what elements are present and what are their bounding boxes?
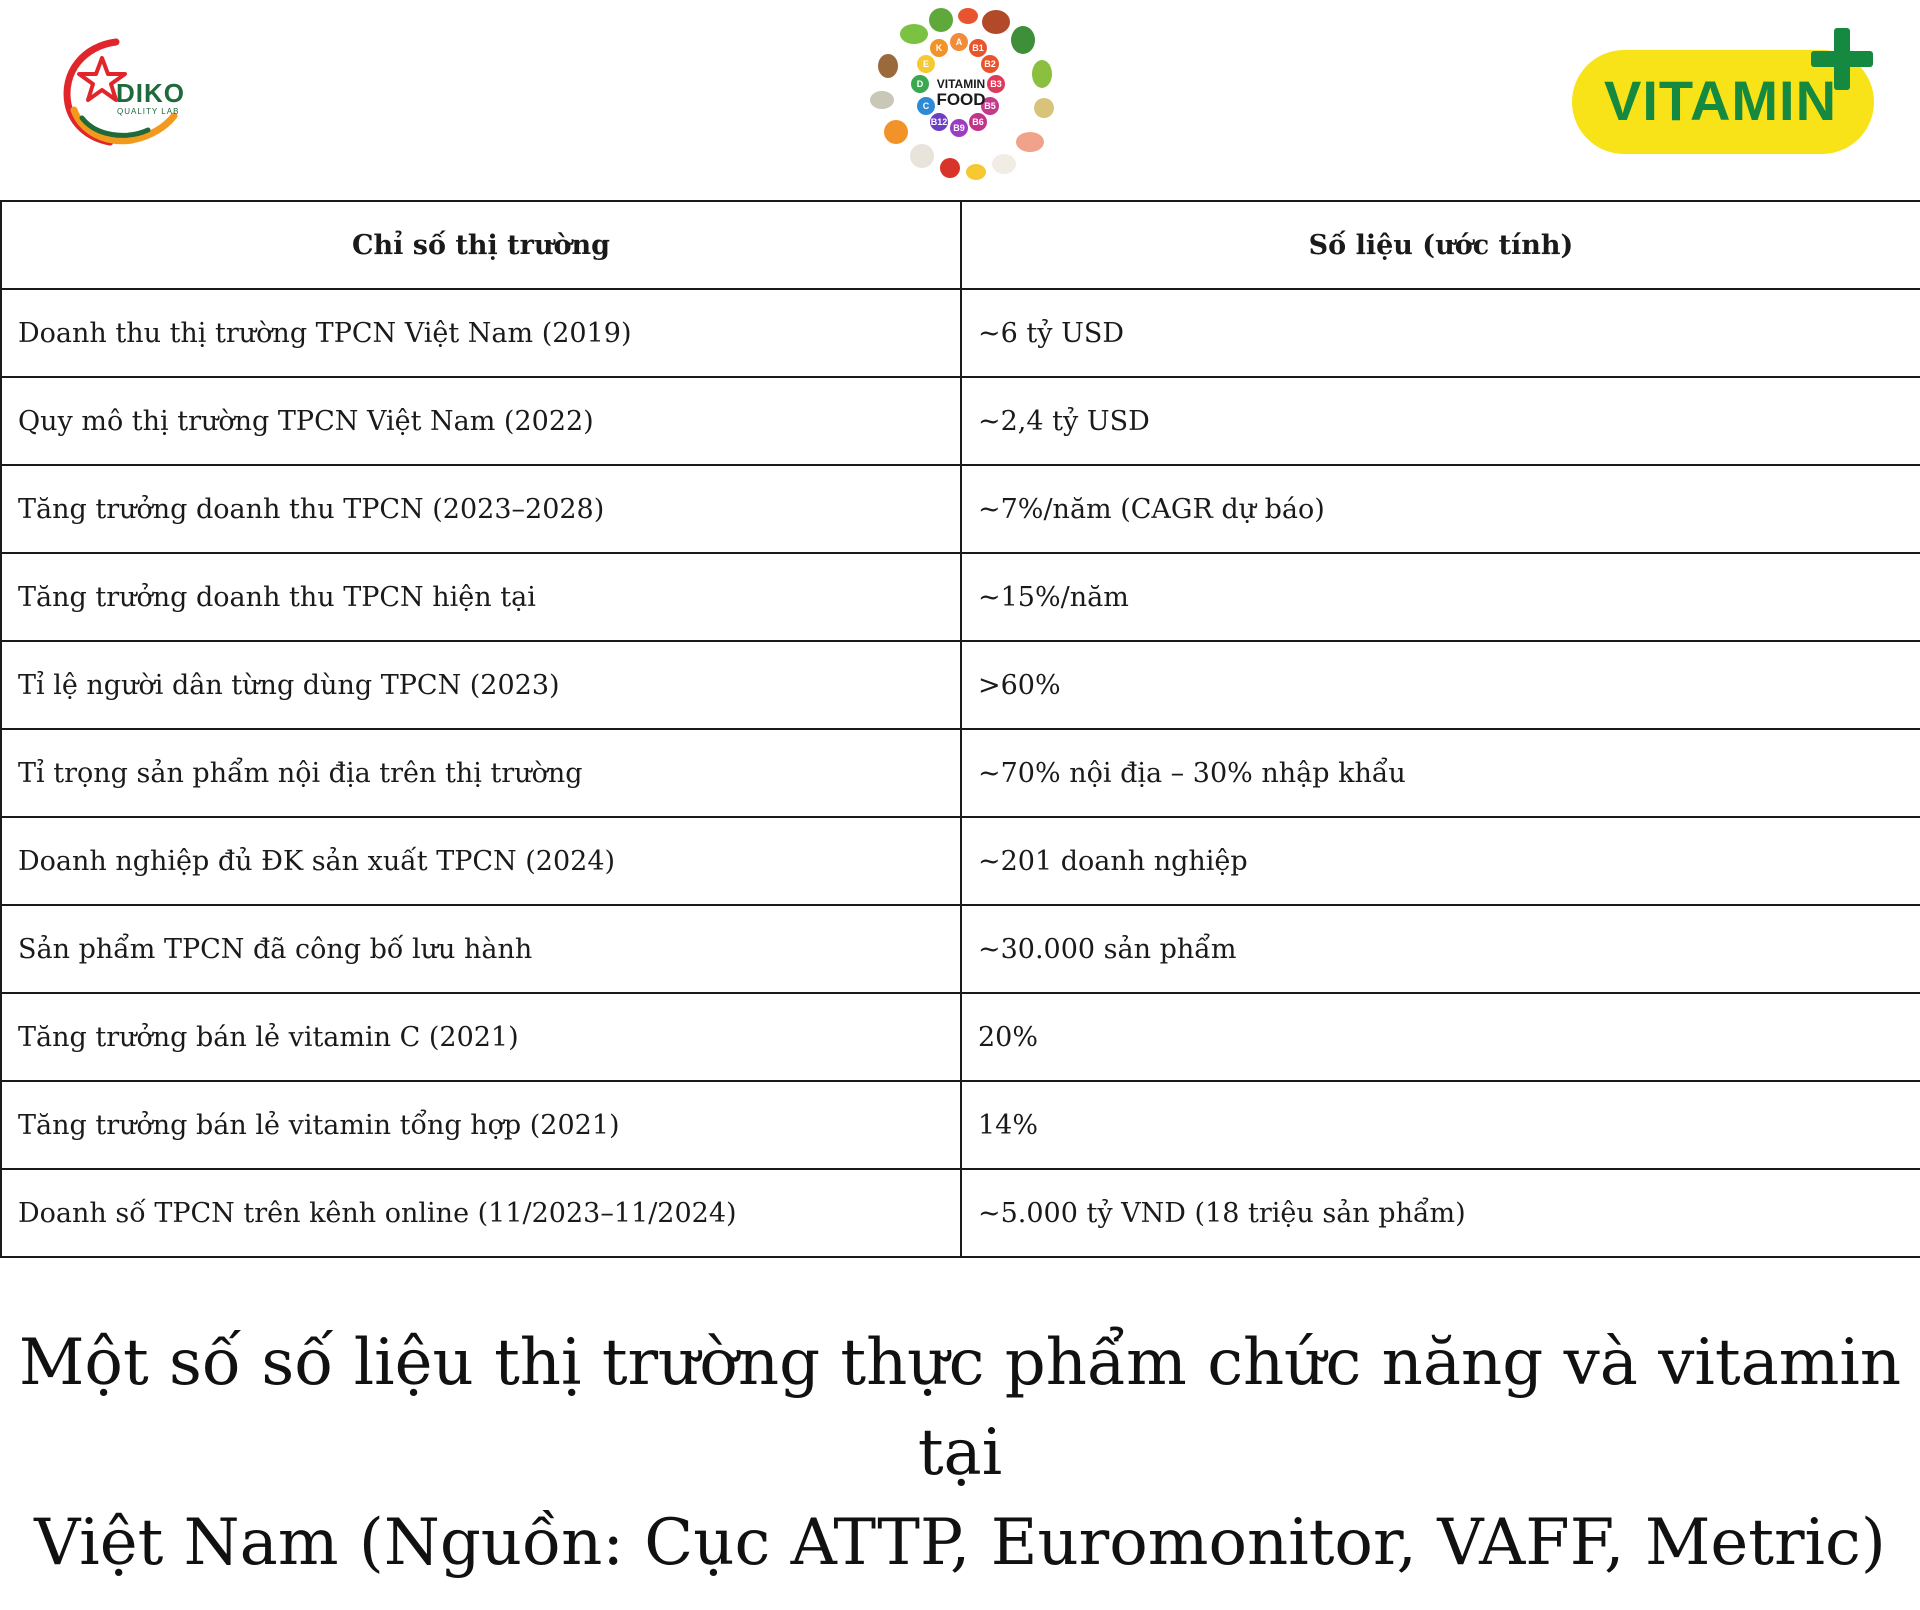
row-value: ~201 doanh nghiệp [961, 817, 1920, 905]
row-value: >60% [961, 641, 1920, 729]
row-value: ~2,4 tỷ USD [961, 377, 1920, 465]
row-indicator: Tăng trưởng bán lẻ vitamin tổng hợp (2021) [1, 1081, 961, 1169]
row-indicator: Doanh số TPCN trên kênh online (11/2023–11/2024) [1, 1169, 961, 1257]
row-indicator: Sản phẩm TPCN đã công bố lưu hành [1, 905, 961, 993]
row-indicator: Tăng trưởng bán lẻ vitamin C (2021) [1, 993, 961, 1081]
vitamin-food-logo [866, 4, 1056, 184]
table-header-row [1, 201, 1920, 289]
vitamin-plus-logo-text: VITAMIN [1604, 69, 1838, 132]
row-value: ~7%/năm (CAGR dự báo) [961, 465, 1920, 553]
table-row [1, 553, 1920, 641]
table-row [1, 1081, 1920, 1169]
badge-k: K [935, 43, 943, 53]
row-value: ~15%/năm [961, 553, 1920, 641]
table-row [1, 729, 1920, 817]
caption-line-1: Một số số liệu thị trường thực phẩm chức năng và vitamin tại [18, 1326, 1902, 1490]
badge-b9: B9 [953, 123, 965, 133]
row-value: ~5.000 tỷ VND (18 triệu sản phẩm) [961, 1169, 1920, 1257]
table-row [1, 377, 1920, 465]
badge-b12: B12 [930, 117, 948, 127]
row-indicator: Doanh thu thị trường TPCN Việt Nam (2019) [1, 289, 961, 377]
row-value: ~30.000 sản phẩm [961, 905, 1920, 993]
table-row [1, 817, 1920, 905]
badge-a: A [955, 37, 963, 47]
row-indicator: Tăng trưởng doanh thu TPCN hiện tại [1, 553, 961, 641]
header-value: Số liệu (ước tính) [961, 201, 1920, 289]
diko-logo-name: DIKO [116, 78, 185, 108]
caption-line-2: Việt Nam (Nguồn: Cục ATTP, Euromonitor, VAFF, Metric) [34, 1506, 1886, 1580]
badge-b6: B6 [972, 117, 984, 127]
badge-b5: B5 [984, 101, 996, 111]
diko-logo-subtitle: QUALITY LAB [117, 107, 180, 116]
figure-caption [0, 1318, 1920, 1588]
vitamin-food-line1: VITAMIN [936, 77, 986, 91]
vitamin-plus-logo [1568, 26, 1898, 161]
table-row [1, 905, 1920, 993]
badge-c: C [922, 101, 930, 111]
table-row [1, 641, 1920, 729]
row-value: 20% [961, 993, 1920, 1081]
row-indicator: Quy mô thị trường TPCN Việt Nam (2022) [1, 377, 961, 465]
header-indicator: Chỉ số thị trường [1, 201, 961, 289]
table-row [1, 1169, 1920, 1257]
badge-b2: B2 [984, 59, 996, 69]
row-value: ~6 tỷ USD [961, 289, 1920, 377]
badge-e: E [922, 59, 930, 69]
vitamin-food-line2: FOOD [936, 90, 986, 109]
row-indicator: Tỉ lệ người dân từng dùng TPCN (2023) [1, 641, 961, 729]
table-row [1, 993, 1920, 1081]
table-row [1, 465, 1920, 553]
badge-b3: B3 [990, 79, 1002, 89]
row-indicator: Doanh nghiệp đủ ĐK sản xuất TPCN (2024) [1, 817, 961, 905]
row-value: 14% [961, 1081, 1920, 1169]
market-data-table [0, 200, 1920, 1258]
badge-d: D [916, 79, 924, 89]
badge-b1: B1 [972, 43, 984, 53]
row-value: ~70% nội địa – 30% nhập khẩu [961, 729, 1920, 817]
table-row [1, 289, 1920, 377]
row-indicator: Tỉ trọng sản phẩm nội địa trên thị trường [1, 729, 961, 817]
row-indicator: Tăng trưởng doanh thu TPCN (2023–2028) [1, 465, 961, 553]
